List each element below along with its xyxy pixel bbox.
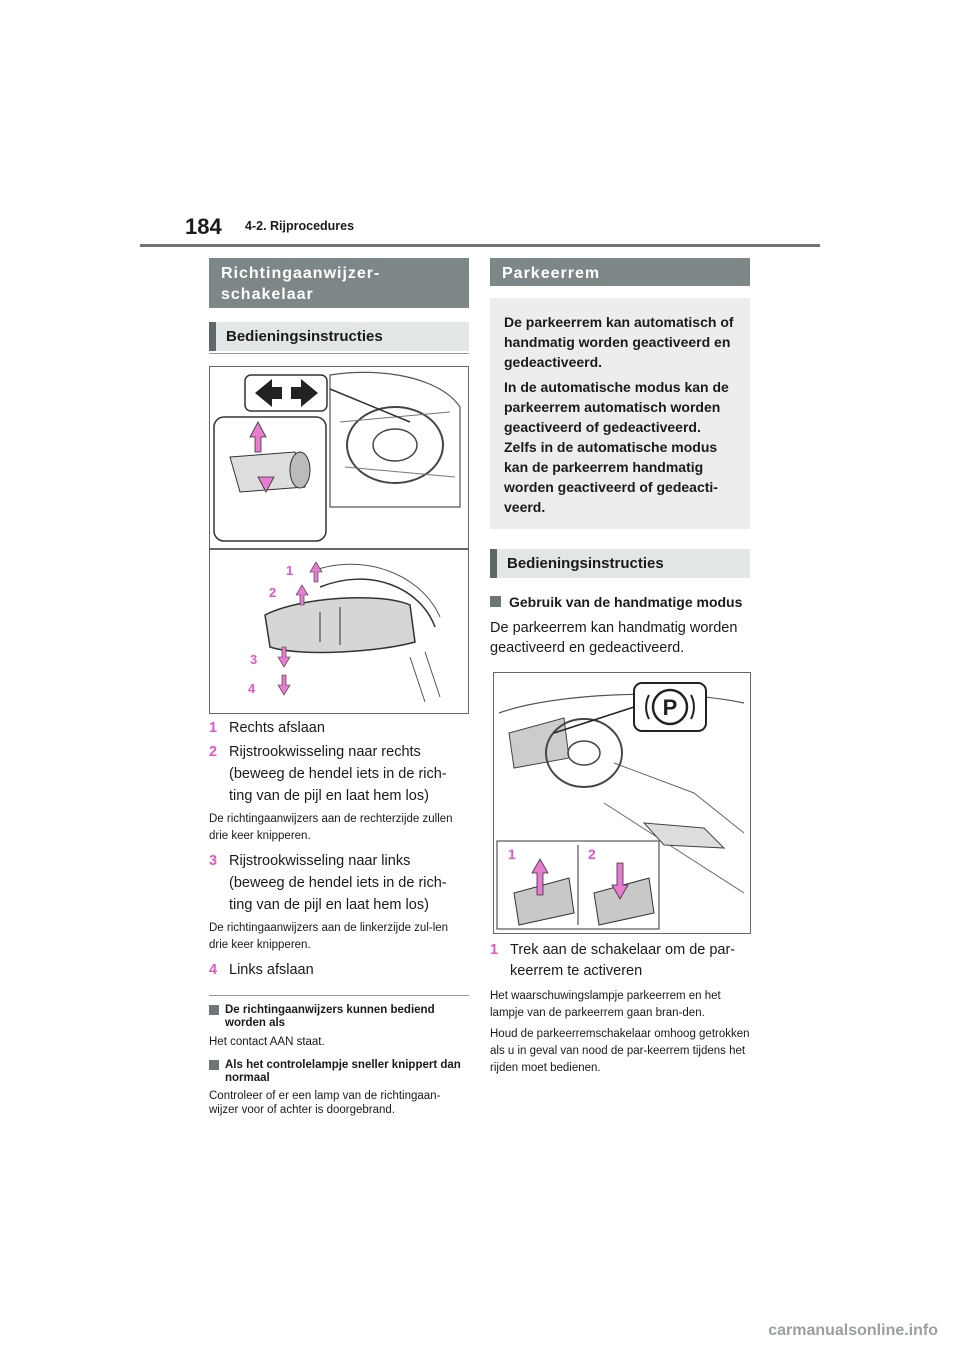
- square-bullet-icon: [209, 1005, 219, 1015]
- item-number: 4: [209, 962, 218, 978]
- figure-label-2: 2: [588, 846, 596, 862]
- turn-signal-figure: [209, 366, 469, 714]
- note-text: Houd de parkeerremschakelaar omhoog getrokken als u in geval van nood de par-keerrem tijdens het rijden moet bedienen.: [490, 1028, 750, 1074]
- item-text: Rijstrookwisseling naar links (beweeg de hendel iets in de rich-ting van de pijl en laat hem los): [229, 853, 447, 913]
- item-number: 3: [209, 853, 218, 869]
- footer-site-logo: carmanualsonline.info: [768, 1322, 938, 1339]
- parking-brake-illustration: [494, 673, 750, 933]
- square-bullet-icon: [490, 596, 501, 607]
- square-bullet-icon: [209, 1060, 219, 1070]
- note-text: Het waarschuwingslampje parkeerrem en het lampje van de parkeerrem gaan bran-den.: [490, 990, 721, 1019]
- p-symbol-icon: P: [662, 695, 678, 720]
- section-title-turn-signal: [209, 258, 469, 308]
- figure-label-3: 3: [250, 652, 258, 667]
- figure-label-4: 4: [248, 681, 256, 696]
- list-item: [209, 850, 469, 916]
- item-number: 1: [490, 942, 499, 958]
- item-text: Rechts afslaan: [229, 720, 325, 736]
- mode-heading: Gebruik van de handmatige modus: [490, 592, 750, 612]
- right-column: [490, 258, 750, 1077]
- intro-paragraph: In de automatische modus kan de parkeerrem automatisch worden geactiveerd of gedeactiveerd. Zelfs in de automatische modus kan de parkeerrem handmatig worden geactiveerd of gedeacti-veerd.: [504, 379, 729, 515]
- list-item: [209, 741, 469, 807]
- turn-signal-illustration: [210, 367, 468, 713]
- intro-box: [490, 298, 750, 529]
- item-text: Links afslaan: [229, 962, 314, 978]
- parking-brake-figure: [493, 672, 751, 934]
- info-body: Controleer of er een lamp van de richtingaan-wijzer voor of achter is doorgebrand.: [209, 1090, 441, 1116]
- info-body: Het contact AAN staat.: [209, 1036, 325, 1048]
- running-head: 4-2. Rijprocedures: [245, 219, 355, 233]
- mode-body: De parkeerrem kan handmatig worden geactiveerd en gedeactiveerd.: [490, 620, 738, 656]
- item-number: 1: [209, 720, 218, 736]
- note-text: De richtingaanwijzers aan de rechterzijde zullen drie keer knipperen.: [209, 813, 453, 842]
- section-title-parking-brake: Parkeerrem: [490, 258, 750, 286]
- intro-paragraph: De parkeerrem kan automatisch of handmatig worden geactiveerd en gedeactiveerd.: [504, 314, 734, 370]
- list-item: [209, 960, 469, 981]
- page-number: 184: [185, 214, 222, 239]
- list-item: [209, 718, 469, 739]
- section-title-line-1: Richtingaanwijzer-: [221, 265, 381, 282]
- item-number: 2: [209, 744, 218, 760]
- figure-label-1: 1: [508, 846, 516, 862]
- note-text: De richtingaanwijzers aan de linkerzijde zul-len drie keer knipperen.: [209, 922, 449, 951]
- list-item: [490, 940, 750, 982]
- figure-label-1: 1: [286, 563, 294, 578]
- item-text: Trek aan de schakelaar om de par-keerrem te activeren: [510, 942, 736, 979]
- left-column: [209, 258, 469, 1117]
- header-rule: [140, 244, 820, 247]
- subsection-title: Bedieningsinstructies: [490, 549, 750, 578]
- figure-label-2: 2: [269, 585, 277, 600]
- item-text: Rijstrookwisseling naar rechts (beweeg de hendel iets in de rich-ting van de pijl en laat hem los): [229, 744, 447, 804]
- subsection-title: Bedieningsinstructies: [209, 322, 469, 351]
- info-heading: Als het controlelampje sneller knippert dan normaal: [209, 1059, 469, 1085]
- section-title-line-2: schakelaar: [221, 286, 314, 303]
- info-heading: De richtingaanwijzers kunnen bediend worden als: [209, 1004, 469, 1030]
